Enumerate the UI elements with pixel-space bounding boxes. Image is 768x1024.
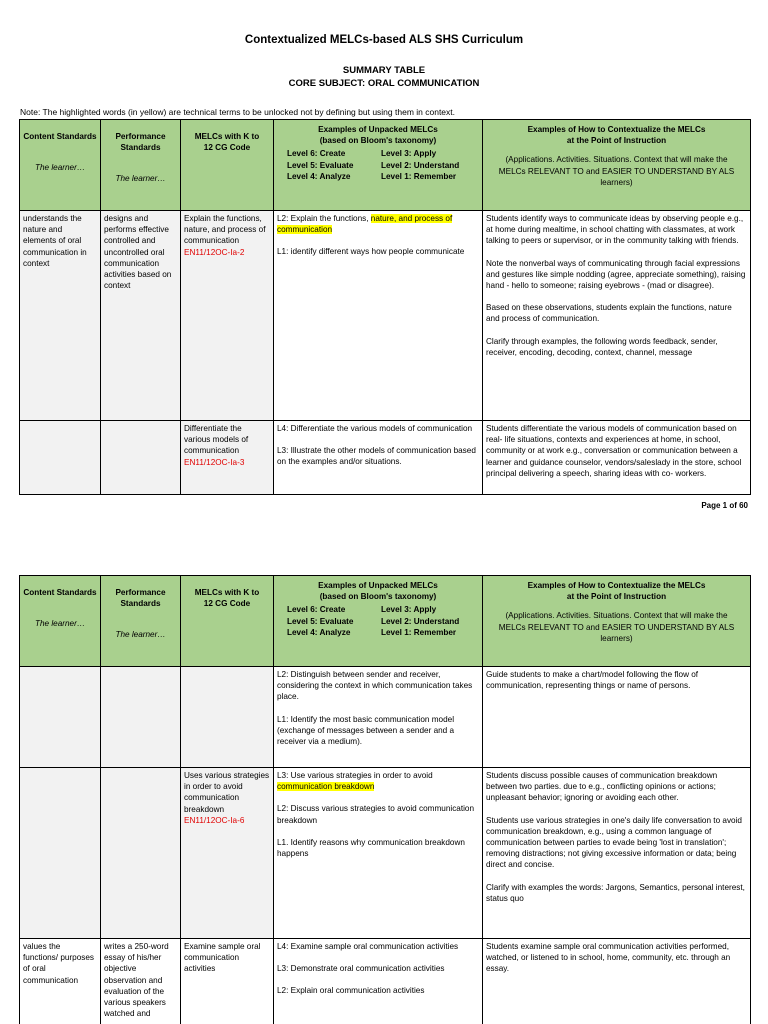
melc-cell: Explain the functions, nature, and process of communication EN11/12OC-Ia-2 [181,211,274,421]
contextualize-cell: Students examine sample oral communication activities performed, watched, or listened to in school, home, community, etc. through an essay. [483,939,751,1024]
melc-cell: Examine sample oral communication activities [181,939,274,1024]
content-standard-cell: understands the nature and elements of oral communication in context [20,211,101,421]
contextualize-cell: Guide students to make a chart/model following the flow of communication, representing things or name of persons. [483,667,751,768]
table-row [20,421,751,495]
contextualize-cell: Students identify ways to communicate ideas by observing people e.g., at home during mealtime, in school chatting with classmates, at work talking to peers or supervisor, or in the community talking with friends. Note the nonverbal ways of communicating through facial expressions and gestures like simple nodding (agree, appreciate something), raising hand - hello to someone; raising eyebrows - (mad or disagree). Based on these observations, students explain the functions, nature and process of communication. Clarify through examples, the following words feedback, sender, receiver, encoding, decoding, context, channel, message [483,211,751,421]
document-title: Contextualized MELCs-based ALS SHS Curriculum [244,34,524,46]
header-melcs: MELCs with K to 12 CG Code [181,576,274,667]
cg-code: EN11/12OC-Ia-6 [184,815,245,825]
unpacked-cell: L4: Differentiate the various models of communication L3: Illustrate the other models of communication based on the examples and/or situations. [274,421,483,495]
performance-standard-cell [101,667,181,768]
performance-standard-cell [101,768,181,939]
table-row [20,667,751,768]
summary-table-page-2 [19,575,751,1024]
header-content-standards: Content Standards The learner… [20,576,101,667]
header-performance-standards: Performance Standards The learner… [101,576,181,667]
unpacked-cell: L2: Distinguish between sender and receiver, considering the context in which communication takes place. L1: Identify the most basic communication model (exchange of messages between a sender and a receiver via a medium). [274,667,483,768]
header-unpacked-melcs: Examples of Unpacked MELCs (based on Bloom's taxonomy) Level 6: Create Level 3: Apply Level 5: Evaluate Level 2: Understand Level 4: Analyze Level 1: Remember [274,120,483,211]
header-content-standards: Content Standards The learner… [20,120,101,211]
core-subject-heading: CORE SUBJECT: ORAL COMMUNICATION [288,78,480,89]
page-number: Page 1 of 60 [701,501,748,510]
unpacked-cell: L2: Explain the functions, nature, and process of communication L1: identify different ways how people communicate [274,211,483,421]
content-standard-cell [20,667,101,768]
contextualize-cell: Students differentiate the various models of communication based on real- life situations, contexts and experiences at home, in school, community or at work e.g., conversation or communication between a learner and guidance counselor, vendors/saleslady in the store, school principal delivering a speech, sharing ideas with co- workers. [483,421,751,495]
performance-standard-cell [101,421,181,495]
highlighted-term: nature, and process of communication [277,214,453,235]
unpacked-cell: L3: Use various strategies in order to avoid communication breakdown L2: Discuss various strategies to avoid communication breakdown L1. Identify reasons why communication breakdown happens [274,768,483,939]
highlight-note: Note: The highlighted words (in yellow) are technical terms to be unlocked not by defining but using them in context. [20,107,456,117]
cg-code: EN11/12OC-Ia-3 [184,457,245,467]
contextualize-cell: Students discuss possible causes of communication breakdown between two parties. due to e.g., conflicting opinions or actions; unpleasant behavior; ignoring or avoiding each other. Students use various strategies in one's daily life conversation to avoid communication breakdown, e.g., using a common language of communication between parties to evade being 'lost in translation'; removing distractions; not giving excessive information or data; being direct and concise. Clarify with examples the words: Jargons, Semantics, personal interest, status quo [483,768,751,939]
cg-code: EN11/12OC-Ia-2 [184,247,245,257]
content-standard-cell [20,421,101,495]
content-standard-cell: values the functions/ purposes of oral communication [20,939,101,1024]
performance-standard-cell: designs and performs effective controlled and uncontrolled oral communication activities based on context [101,211,181,421]
header-unpacked-melcs: Examples of Unpacked MELCs (based on Bloom's taxonomy) Level 6: Create Level 3: Apply Level 5: Evaluate Level 2: Understand Level 4: Analyze Level 1: Remember [274,576,483,667]
document-page-2 [0,560,768,1024]
table-row [20,211,751,421]
table-header-row [20,576,751,667]
unpacked-cell: L4: Examine sample oral communication activities L3: Demonstrate oral communication activities L2: Explain oral communication activities [274,939,483,1024]
summary-table-heading: SUMMARY TABLE [342,65,426,76]
melc-cell: Differentiate the various models of communication EN11/12OC-Ia-3 [181,421,274,495]
performance-standard-cell: writes a 250-word essay of his/her objective observation and evaluation of the various speakers watched and [101,939,181,1024]
table-row [20,768,751,939]
header-performance-standards: Performance Standards The learner… [101,120,181,211]
summary-table-page-1 [19,119,751,495]
header-melcs: MELCs with K to 12 CG Code [181,120,274,211]
highlighted-term: communication breakdown [277,782,375,792]
header-contextualize: Examples of How to Contextualize the MELCs at the Point of Instruction (Applications. Activities. Situations. Context that will make the MELCs RELEVANT TO and EASIER TO UNDERSTAND BY ALS learners) [483,120,751,211]
melc-cell: Uses various strategies in order to avoid communication breakdown EN11/12OC-Ia-6 [181,768,274,939]
table-row [20,939,751,1024]
melc-cell [181,667,274,768]
header-contextualize: Examples of How to Contextualize the MELCs at the Point of Instruction (Applications. Activities. Situations. Context that will make the MELCs RELEVANT TO and EASIER TO UNDERSTAND BY ALS learners) [483,576,751,667]
table-header-row [20,120,751,211]
content-standard-cell [20,768,101,939]
